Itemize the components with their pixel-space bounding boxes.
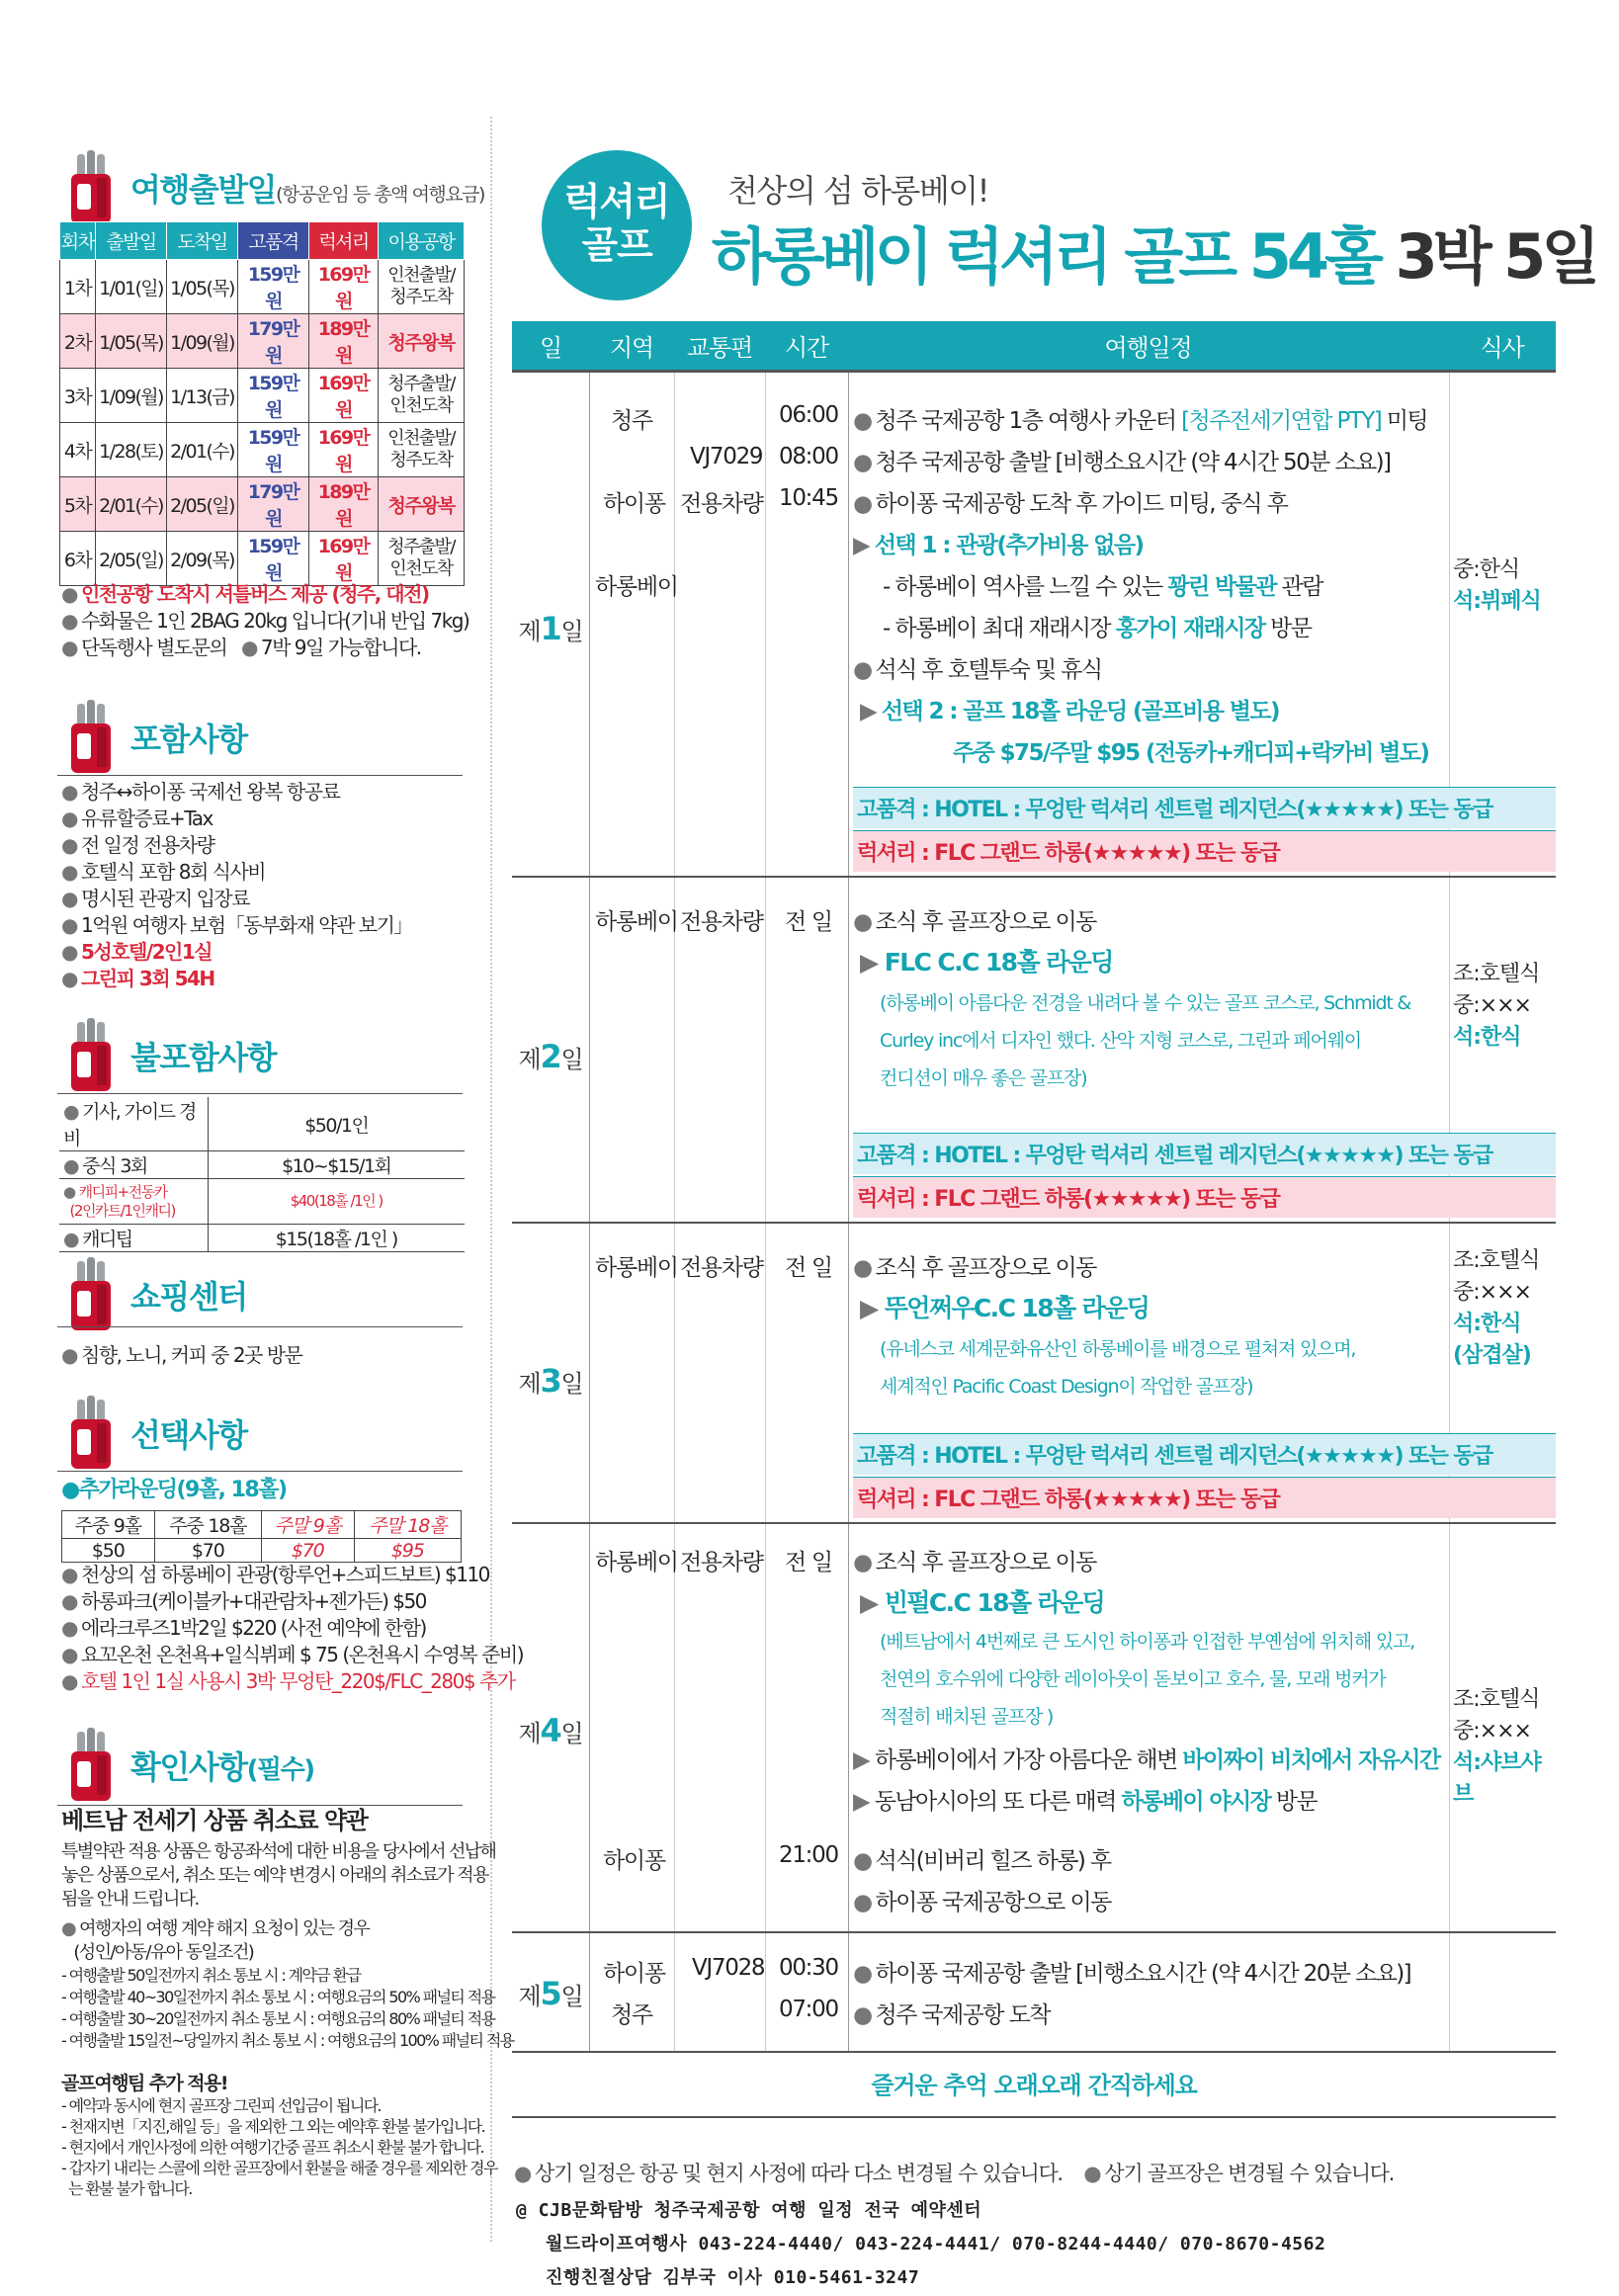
policy-case: ● 여행자의 여행 계약 해지 요청이 있는 경우 (성인/아동/유아 동일조건)	[61, 1918, 370, 1963]
divider	[57, 775, 463, 776]
transport: VJ7028	[692, 1955, 765, 1981]
hotel-luxury: 럭셔리 : FLC 그랜드 하롱(★★★★★) 또는 동급	[853, 1477, 1556, 1518]
page-subtitle: 천상의 섬 하롱베이!	[727, 172, 988, 210]
header-airport: 이용공항	[379, 222, 465, 260]
day-1-row	[512, 373, 1556, 878]
luxury-golf-badge: 럭셔리 골프	[542, 150, 692, 300]
header-schedule: 여행일정	[1104, 334, 1192, 362]
region: 하롱베이	[595, 1255, 678, 1281]
options-price-table	[61, 1510, 462, 1563]
golf-policy-title: 골프여행팀 추가 적용!	[61, 2073, 227, 2094]
cell-arr: 1/05(목)	[167, 260, 238, 314]
time: 전 일	[785, 909, 832, 935]
cell-dep: 1/01(일)	[96, 260, 167, 314]
transport: 전용차량	[680, 909, 763, 935]
course-note: 적절히 배치된 골프장 )	[880, 1706, 1054, 1728]
time: 08:00	[779, 444, 838, 469]
golf-bag-icon	[63, 1726, 125, 1805]
header-dep: 출발일	[96, 222, 167, 260]
schedule-line: ● 조식 후 골프장으로 이동	[853, 1255, 1096, 1281]
transport: VJ7029	[690, 444, 763, 469]
schedule-line: ● 청주 국제공항 도착	[853, 2002, 1050, 2028]
cell-p2: 169만원	[309, 532, 379, 586]
list-item: ● 5성호텔/2인1실	[61, 940, 213, 964]
list-item: ● 침향, 노니, 커피 중 2곳 방문	[61, 1343, 302, 1367]
excluded-section-header	[63, 1016, 276, 1095]
region: 하롱베이	[595, 574, 678, 600]
shopping-section-header	[63, 1255, 247, 1334]
table-row	[60, 423, 465, 477]
time: 전 일	[785, 1255, 832, 1281]
schedule-line: ● 하이퐁 국제공항 도착 후 가이드 미팅, 중식 후	[853, 491, 1288, 517]
departure-title-note: (항공운임 등 총액 여행요금)	[276, 184, 484, 206]
shopping-title: 쇼핑센터	[130, 1278, 247, 1316]
footer-notes: ● 상기 일정은 항공 및 현지 사정에 따라 다소 변경될 수 있습니다. ● 상기 골프장은 변경될 수 있습니다.	[514, 2162, 1395, 2185]
table-row	[60, 314, 465, 369]
schedule-line: ▶ FLC C.C 18홀 라운딩	[860, 948, 1113, 977]
table-row	[60, 477, 465, 532]
cell-arr: 1/13(금)	[167, 369, 238, 423]
cell-p1: 159만원	[238, 369, 309, 423]
included-section-header	[63, 698, 247, 777]
cell-p2: 169만원	[309, 423, 379, 477]
contact-line: 진행친절상담 김부국 이사 010-5461-3247	[546, 2267, 920, 2288]
time: 10:45	[779, 485, 838, 511]
list-item: ● 에라크루즈1박2일 $220 (사전 예약에 한함)	[61, 1616, 426, 1640]
course-note: (유네스코 세계문화유산인 하롱베이를 배경으로 펼쳐져 있으며,	[880, 1338, 1356, 1360]
header-no: 회차	[60, 222, 96, 260]
list-item: ● 천상의 섬 하롱베이 관광(항루언+스피드보트) $110	[61, 1563, 489, 1586]
cell-arr: 2/01(수)	[167, 423, 238, 477]
divider	[57, 1326, 463, 1327]
region: 하이퐁	[603, 491, 665, 517]
policy-items: - 여행출발 50일전까지 취소 통보 시 : 계약금 환급 - 여행출발 40~30일전까지 취소 통보 시 : 여행요금의 50% 패널티 적용 - 여행출발 30~20일전까지 취소 통보 시 : 여행요금의 80% 패널티 적용 - 여행출발 15일전~당일까지 취소 통보 시 : 여행요금의 100% 패널티 적용	[61, 1966, 514, 2050]
header-time: 시간	[785, 334, 828, 362]
cell-airport: 청주출발/인천도착	[379, 532, 465, 586]
cell-p1: 159만원	[238, 532, 309, 586]
divider	[57, 1093, 463, 1094]
excluded-title: 불포함사항	[130, 1039, 277, 1076]
schedule-line: ● 하이퐁 국제공항 출발 [비행소요시간 (약 4시간 20분 소요)]	[853, 1961, 1411, 1987]
day-label: 제4일	[518, 1712, 583, 1749]
list-item: ● 단독행사 별도문의 ● 7박 9일 가능합니다.	[61, 636, 421, 659]
confirm-title-suffix: (필수)	[246, 1755, 314, 1785]
extra-round-label: ●추가라운딩(9홀, 18홀)	[61, 1478, 287, 1502]
cell-arr: 2/05(일)	[167, 477, 238, 532]
list-item: ● 유류할증료+Tax	[61, 807, 213, 830]
list-item: ● 인천공항 도착시 셔틀버스 제공 (청주, 대전)	[61, 582, 429, 606]
course-note: 세계적인 Pacific Coast Design이 작업한 골프장)	[880, 1376, 1253, 1398]
cell-dep: 2/01(수)	[96, 477, 167, 532]
time: 21:00	[779, 1842, 838, 1868]
time: 07:00	[779, 1997, 838, 2022]
course-note: (하롱베이 아름다운 전경을 내려다 볼 수 있는 골프 코스로, Schmidt &	[880, 992, 1411, 1014]
excluded-table	[59, 1097, 465, 1252]
table-row: $50 $70 $70 $95	[62, 1539, 462, 1563]
header-arr: 도착일	[167, 222, 238, 260]
departure-section-header	[63, 148, 484, 227]
table-row	[60, 532, 465, 586]
departure-title: 여행출발일	[130, 171, 277, 209]
golf-bag-icon	[63, 698, 125, 777]
meal-info: 조:호텔식 중:××× 석:한식 (삼겹살)	[1453, 1248, 1540, 1368]
schedule-line: ● 조식 후 골프장으로 이동	[853, 1550, 1096, 1575]
table-row	[60, 369, 465, 423]
cell-airport: 청주왕복	[379, 477, 465, 532]
policy-intro: 특별약관 적용 상품은 항공좌석에 대한 비용을 당사에서 선납해 놓은 상품으로서, 취소 또는 예약 변경시 아래의 취소료가 적용 됨을 안내 드립니다.	[61, 1841, 496, 1910]
golf-bag-icon	[63, 1016, 125, 1095]
transport: 전용차량	[680, 1550, 763, 1575]
cell-no: 3차	[60, 369, 96, 423]
schedule-line: ▶ 뚜언쩌우C.C 18홀 라운딩	[860, 1294, 1150, 1322]
hotel-luxury: 럭셔리 : FLC 그랜드 하롱(★★★★★) 또는 동급	[853, 830, 1556, 872]
day-label: 제1일	[518, 610, 583, 647]
day-label: 제5일	[518, 1975, 583, 2012]
golf-bag-icon	[63, 1394, 125, 1473]
day-5-row	[512, 1933, 1556, 2053]
schedule-line: ● 청주 국제공항 출발 [비행소요시간 (약 4시간 50분 소요)]	[853, 450, 1391, 475]
golf-bag-icon	[63, 148, 125, 227]
table-row: 주중 9홀 주중 18홀 주말 9홀 주말 18홀	[62, 1511, 462, 1539]
header-luxury: 럭셔리	[309, 222, 379, 260]
confirm-title: 확인사항	[130, 1748, 247, 1786]
region: 하롱베이	[595, 1550, 678, 1575]
day-4-row	[512, 1524, 1556, 1933]
cell-p1: 179만원	[238, 314, 309, 369]
time: 06:00	[779, 402, 838, 428]
day-label: 제3일	[518, 1362, 583, 1400]
course-note: 컨디션이 매우 좋은 골프장)	[880, 1067, 1087, 1089]
schedule-line: ▶ 하롱베이에서 가장 아름다운 해변 바이짜이 비치에서 자유시간	[853, 1747, 1440, 1773]
cell-no: 2차	[60, 314, 96, 369]
header-transport: 교통편	[687, 334, 752, 362]
hotel-premium: 고품격 : HOTEL : 무엉탄 럭셔리 센트럴 레지던스(★★★★★) 또는 동급	[853, 787, 1556, 828]
cell-dep: 1/28(토)	[96, 423, 167, 477]
shopping-list	[61, 1342, 301, 1369]
cell-p2: 189만원	[309, 314, 379, 369]
table-row	[60, 260, 465, 314]
header-day: 일	[540, 334, 561, 362]
cell-airport: 인천출발/청주도착	[379, 423, 465, 477]
hotel-premium: 고품격 : HOTEL : 무엉탄 럭셔리 센트럴 레지던스(★★★★★) 또는 동급	[853, 1433, 1556, 1475]
hotel-premium: 고품격 : HOTEL : 무엉탄 럭셔리 센트럴 레지던스(★★★★★) 또는 동급	[853, 1133, 1556, 1174]
header-premium: 고품격	[238, 222, 309, 260]
schedule-line: ▶ 빈펄C.C 18홀 라운딩	[860, 1588, 1105, 1617]
table-row: ● 캐디팁 $15(18홀 /1인 )	[59, 1225, 465, 1252]
cell-no: 4차	[60, 423, 96, 477]
day-2-row	[512, 878, 1556, 1224]
options-list	[61, 1562, 523, 1695]
contact-line: @ CJB문화탐방 청주국제공항 여행 일정 전국 예약센터	[516, 2200, 982, 2221]
time: 00:30	[779, 1955, 838, 1981]
region: 하롱베이	[595, 909, 678, 935]
table-row: ● 기사, 가이드 경비 $50/1인	[59, 1097, 465, 1151]
schedule-line: ● 석식(비버리 힐즈 하롱) 후	[853, 1848, 1111, 1874]
day-label: 제2일	[518, 1038, 583, 1075]
divider	[57, 1471, 463, 1472]
column-divider	[490, 117, 492, 2242]
cell-p2: 189만원	[309, 477, 379, 532]
list-item: ● 청주↔하이퐁 국제선 왕복 항공료	[61, 780, 340, 804]
cell-p1: 179만원	[238, 477, 309, 532]
meal-info: 조:호텔식 중:××× 석:샤브샤브	[1453, 1687, 1541, 1807]
list-item: ● 그린피 3회 54H	[61, 967, 214, 990]
cell-p2: 169만원	[309, 260, 379, 314]
cell-p1: 159만원	[238, 260, 309, 314]
region: 청주	[611, 2002, 652, 2028]
meal-info: 조:호텔식 중:××× 석:한식	[1453, 962, 1540, 1050]
cell-airport: 인천출발/청주도착	[379, 260, 465, 314]
cell-airport: 청주출발/인천도착	[379, 369, 465, 423]
options-title: 선택사항	[130, 1416, 247, 1454]
meal-info: 중:한식 석:뷔페식	[1453, 557, 1541, 614]
table-row: ● 캐디피+전동카 (2인카트/1인캐디) $40(18홀 /1인 )	[59, 1179, 465, 1225]
header-meal: 식사	[1480, 334, 1524, 362]
list-item: ● 수화물은 1인 2BAG 20kg 입니다(기내 반입 7kg)	[61, 609, 469, 633]
schedule-line: ● 석식 후 호텔투숙 및 휴식	[853, 657, 1102, 683]
schedule-line: ▶ 동남아시아의 또 다른 매력 하롱베이 야시장 방문	[853, 1789, 1318, 1815]
schedule-line: ● 하이퐁 국제공항으로 이동	[853, 1890, 1111, 1915]
included-list	[61, 779, 412, 992]
list-item: ● 호텔식 포함 8회 식사비	[61, 860, 266, 884]
day-3-row	[512, 1224, 1556, 1524]
confirm-section-header	[63, 1726, 314, 1805]
departure-notes	[61, 581, 469, 661]
policy-title: 베트남 전세기 상품 취소료 약관	[61, 1807, 368, 1834]
cell-no: 6차	[60, 532, 96, 586]
cell-p2: 169만원	[309, 369, 379, 423]
course-note: (베트남에서 4번째로 큰 도시인 하이퐁과 인접한 부옌섬에 위치해 있고,	[880, 1631, 1414, 1653]
list-item: ● 요꼬온천 온천욕+일식뷔페 $ 75 (온천욕시 수영복 준비)	[61, 1643, 524, 1666]
list-item: ● 호텔 1인 1실 사용시 3박 무엉탄_220$/FLC_280$ 추가	[61, 1669, 515, 1693]
cell-dep: 1/05(목)	[96, 314, 167, 369]
schedule-line: ● 청주 국제공항 1층 여행사 카운터 [청주전세기연합 PTY] 미팅	[853, 408, 1428, 434]
cell-arr: 2/09(목)	[167, 532, 238, 586]
schedule-line: - 하롱베이 최대 재래시장 홍가이 재래시장 방문	[883, 616, 1312, 641]
header-region: 지역	[610, 334, 653, 362]
list-item: ● 전 일정 전용차량	[61, 833, 214, 857]
cell-dep: 2/05(일)	[96, 532, 167, 586]
schedule-line: 주중 $75/주말 $95 (전동카+캐디피+락카비 별도)	[953, 740, 1429, 766]
departure-table	[59, 221, 465, 586]
region: 청주	[611, 408, 652, 434]
schedule-line: ▶ 선택 2 : 골프 18홀 라운딩 (골프비용 별도)	[860, 699, 1279, 724]
contact-line: 월드라이프여행사 043-224-4440/ 043-224-4441/ 070-8244-4440/ 070-8670-4562	[546, 2234, 1326, 2254]
itinerary-header	[512, 321, 1556, 373]
transport: 전용차량	[680, 491, 763, 517]
schedule-line: ▶ 선택 1 : 관광(추가비용 없음)	[853, 533, 1144, 558]
cell-p1: 159만원	[238, 423, 309, 477]
table-row: ● 중식 3회 $10~$15/1회	[59, 1151, 465, 1179]
cell-dep: 1/09(월)	[96, 369, 167, 423]
region: 하이퐁	[603, 1848, 665, 1874]
list-item: ● 1억원 여행자 보험「동부화재 약관 보기」	[61, 913, 412, 937]
course-note: 천연의 호수위에 다양한 레이아웃이 돋보이고 호수, 물, 모래 벙커가	[880, 1668, 1386, 1690]
transport: 전용차량	[680, 1255, 763, 1281]
region: 하이퐁	[603, 1961, 665, 1987]
options-section-header	[63, 1394, 247, 1473]
cell-no: 1차	[60, 260, 96, 314]
list-item: ● 하롱파크(케이블카+대관람차+젠가든) $50	[61, 1589, 426, 1613]
divider	[57, 1805, 463, 1806]
hotel-luxury: 럭셔리 : FLC 그랜드 하롱(★★★★★) 또는 동급	[853, 1176, 1556, 1218]
course-note: Curley inc에서 디자인 했다. 산악 지형 코스로, 그린과 페어웨이	[880, 1030, 1361, 1052]
schedule-line: ● 조식 후 골프장으로 이동	[853, 909, 1096, 935]
cell-arr: 1/09(월)	[167, 314, 238, 369]
cell-no: 5차	[60, 477, 96, 532]
list-item: ● 명시된 관광지 입장료	[61, 887, 250, 910]
page-title: 하롱베이 럭셔리 골프 54홀 3박 5일	[712, 220, 1596, 293]
time: 전 일	[785, 1550, 832, 1575]
schedule-line: - 하롱베이 역사를 느낄 수 있는 꽝린 박물관 관람	[883, 574, 1322, 600]
golf-policy-items: - 예약과 동시에 현지 골프장 그린피 선입금이 됩니다. - 천재지변「지진,해일 등」을 제외한 그 외는 예약후 환불 불가입니다. - 현지에서 개인사정에 의한 여행기간중 골프 취소시 환불 불가 합니다. - 갑자기 내리는 스콜에 의한 골프장에서 환불을 해줄 경우를 제외한 경우 는 환불 불가 합니다.	[61, 2096, 497, 2198]
golf-bag-icon	[63, 1255, 125, 1334]
included-title: 포함사항	[130, 721, 247, 758]
closing-message: 즐거운 추억 오래오래 간직하세요	[512, 2053, 1556, 2118]
cell-airport: 청주왕복	[379, 314, 465, 369]
